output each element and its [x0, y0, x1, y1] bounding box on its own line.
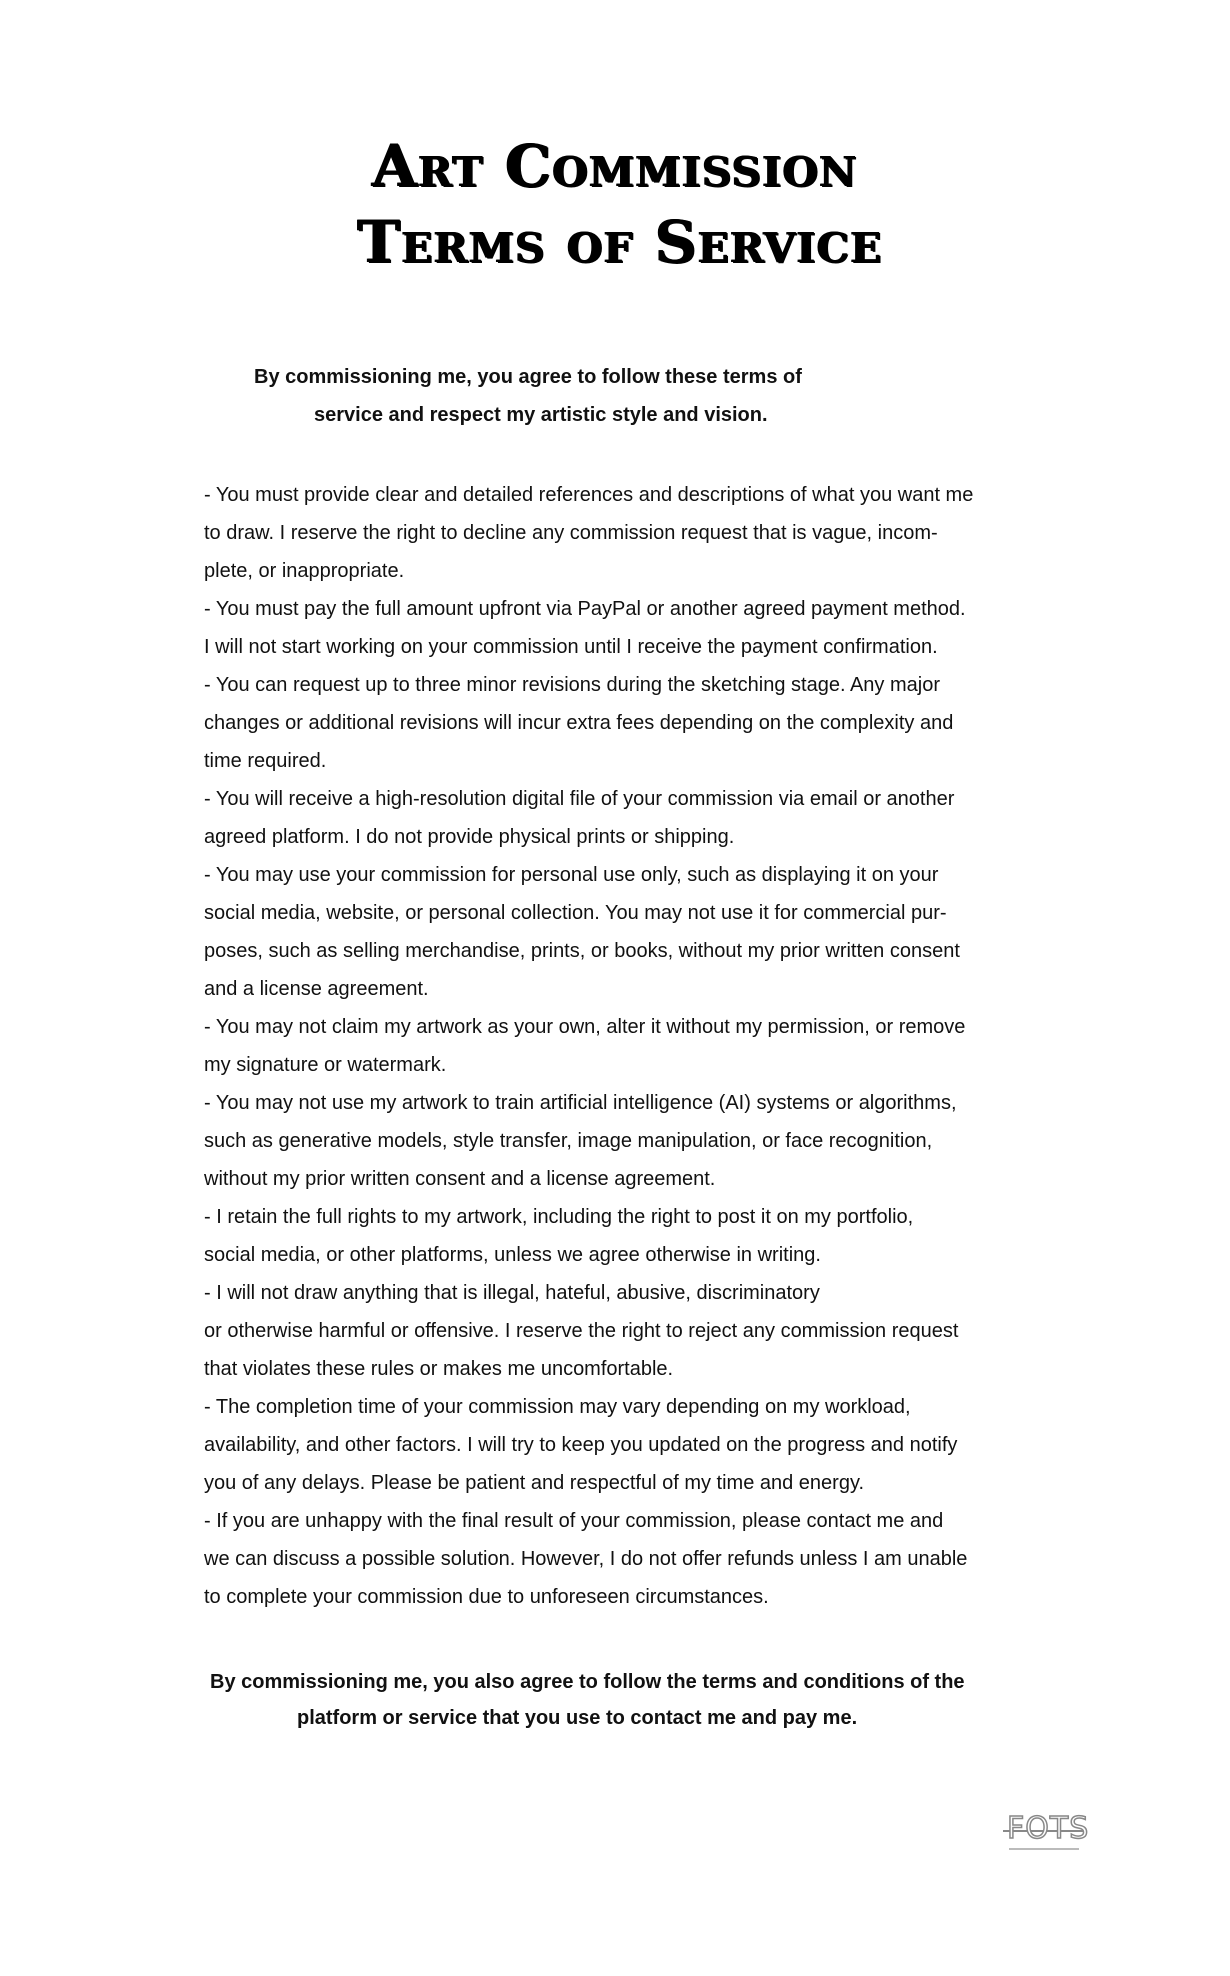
logo-underline: [1009, 1848, 1079, 1850]
terms-line: I will not start working on your commission until I receive the payment confirmation.: [204, 636, 938, 658]
terms-line: - You may not use my artwork to train artificial intelligence (AI) systems or algorithms,: [204, 1092, 957, 1114]
terms-line: we can discuss a possible solution. However, I do not offer refunds unless I am unable: [204, 1548, 968, 1570]
terms-list: [204, 476, 1052, 1616]
terms-line: time required.: [204, 750, 327, 772]
terms-line: changes or additional revisions will incur extra fees depending on the complexity and: [204, 712, 954, 734]
terms-line: agreed platform. I do not provide physical prints or shipping.: [204, 826, 735, 848]
terms-line: - You will receive a high-resolution digital file of your commission via email or another: [204, 788, 955, 810]
terms-line: availability, and other factors. I will try to keep you updated on the progress and notify: [204, 1434, 958, 1456]
terms-line: - You may not claim my artwork as your own, alter it without my permission, or remove: [204, 1016, 966, 1038]
intro-line-2: service and respect my artistic style and vision.: [314, 404, 768, 426]
terms-line: - You may use your commission for personal use only, such as displaying it on your: [204, 864, 939, 886]
terms-line: plete, or inappropriate.: [204, 560, 405, 582]
closing-line-2: platform or service that you use to contact me and pay me.: [297, 1707, 858, 1729]
logo-text: FOTS: [1007, 1811, 1090, 1846]
terms-line: to complete your commission due to unforeseen circumstances.: [204, 1586, 769, 1608]
terms-line: - I will not draw anything that is illegal, hateful, abusive, discriminatory: [204, 1282, 820, 1304]
title-line-1: Art Commission: [372, 132, 858, 200]
terms-line: - I retain the full rights to my artwork, including the right to post it on my portfolio,: [204, 1206, 914, 1228]
terms-line: my signature or watermark.: [204, 1054, 447, 1076]
terms-line: poses, such as selling merchandise, prints, or books, without my prior written consent: [204, 940, 960, 962]
terms-line: such as generative models, style transfer, image manipulation, or face recognition,: [204, 1130, 933, 1152]
terms-line: social media, or other platforms, unless we agree otherwise in writing.: [204, 1244, 821, 1266]
terms-line: or otherwise harmful or offensive. I reserve the right to reject any commission request: [204, 1320, 959, 1342]
terms-line: that violates these rules or makes me uncomfortable.: [204, 1358, 674, 1380]
terms-line: - You must provide clear and detailed references and descriptions of what you want me: [204, 484, 974, 506]
terms-line: you of any delays. Please be patient and respectful of my time and energy.: [204, 1472, 865, 1494]
page-title: [0, 128, 1230, 280]
terms-line: - You can request up to three minor revisions during the sketching stage. Any major: [204, 674, 940, 696]
terms-line: - If you are unhappy with the final result of your commission, please contact me and: [204, 1510, 944, 1532]
intro-line-1: By commissioning me, you agree to follow these terms of: [254, 366, 802, 388]
terms-line: social media, website, or personal collection. You may not use it for commercial pur-: [204, 902, 947, 924]
terms-line: and a license agreement.: [204, 978, 429, 1000]
closing-line-1: By commissioning me, you also agree to follow the terms and conditions of the: [210, 1671, 965, 1693]
terms-line: without my prior written consent and a license agreement.: [204, 1168, 716, 1190]
terms-line: - You must pay the full amount upfront via PayPal or another agreed payment method.: [204, 598, 966, 620]
title-line-2: Terms of Service: [357, 208, 883, 276]
terms-line: to draw. I reserve the right to decline any commission request that is vague, incom-: [204, 522, 938, 544]
terms-line: - The completion time of your commission may vary depending on my workload,: [204, 1396, 911, 1418]
watermark-logo: [1003, 1811, 1090, 1856]
